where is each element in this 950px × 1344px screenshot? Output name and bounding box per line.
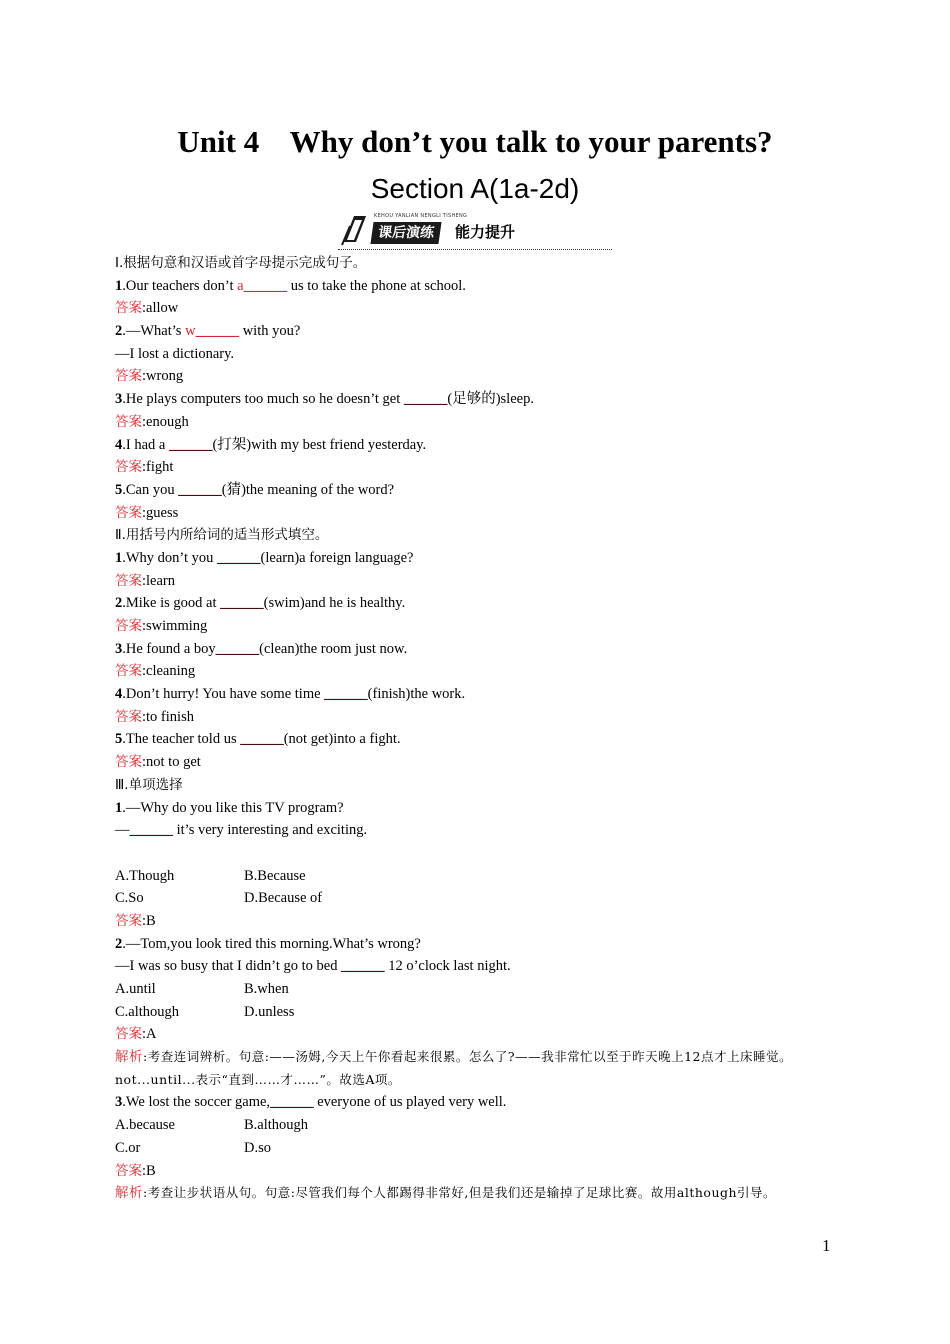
answer-blank: ______ (403, 391, 448, 408)
s3-q2-options-cd (115, 1001, 830, 1024)
answer-label: 答案 (115, 1162, 142, 1179)
question-text: .He found a boy (122, 640, 216, 657)
hint-letter: a (237, 277, 244, 294)
question-number: 1 (115, 277, 123, 294)
page-subtitle: Section A(1a-2d) (370, 173, 580, 204)
answer-label: 答案 (115, 912, 142, 929)
page-number: 1 (822, 1236, 831, 1255)
answer-label: 答案 (115, 618, 142, 634)
answer-label: 答案 (115, 708, 142, 725)
answer-text: :learn (142, 572, 176, 589)
s2-question-4 (115, 683, 830, 706)
banner-tag: 课后演练 (370, 222, 441, 244)
s3-q3-options-ab (115, 1114, 830, 1137)
question-number: 1 (115, 549, 123, 566)
s2-question-5 (115, 728, 830, 751)
s1-answer-3 (115, 411, 830, 434)
answer-label: 答案 (115, 504, 142, 521)
banner-text: 能力提升 (455, 223, 516, 241)
question-number: 1 (115, 799, 123, 816)
answer-label: 答案 (115, 368, 142, 385)
s2-answer-1 (115, 570, 830, 593)
question-number: 3 (115, 1094, 123, 1111)
option-d: D.so (244, 1139, 271, 1156)
answer-blank: ______ (195, 323, 240, 340)
spacer (115, 842, 830, 865)
s2-answer-5 (115, 751, 830, 774)
answer-blank: ______ (215, 640, 260, 657)
s3-answer-2 (115, 1023, 830, 1046)
question-number: 3 (115, 640, 123, 657)
analysis-label: 解析 (115, 1049, 143, 1066)
s1-question-1 (115, 275, 830, 298)
answer-text: :A (142, 1026, 157, 1043)
s2-question-2 (115, 592, 830, 615)
section-1-heading: Ⅰ.根据句意和汉语或首字母提示完成句子。 (115, 255, 367, 271)
s3-q1-options-cd (115, 887, 830, 910)
answer-blank: ______ (240, 731, 284, 748)
s3-question-2 (115, 933, 830, 956)
answer-label: 答案 (115, 459, 142, 476)
question-text: us to take the phone at school. (287, 277, 466, 294)
question-text: .The teacher told us (122, 731, 241, 748)
option-b: B.Because (244, 867, 306, 884)
section-banner (338, 210, 612, 250)
question-text: — (115, 822, 130, 839)
s1-question-5 (115, 479, 830, 502)
answer-blank: ______ (129, 822, 173, 839)
question-text: .Can you (122, 481, 179, 498)
answer-text: :B (142, 1162, 156, 1179)
s3-question-1-reply (115, 819, 830, 842)
answer-text: :enough (142, 413, 189, 430)
answer-label: 答案 (115, 300, 142, 317)
notebook-icon (340, 212, 370, 246)
question-text: (打架)with my best friend yesterday. (212, 436, 427, 453)
option-c: C.So (115, 890, 144, 907)
s2-answer-2 (115, 615, 830, 638)
analysis-label: 解析 (115, 1185, 143, 1202)
option-a: A.because (115, 1117, 175, 1134)
banner-divider (338, 249, 612, 250)
exercise-content (115, 252, 830, 1205)
answer-text: :swimming (142, 618, 208, 634)
analysis-text: :考查让步状语从句。句意:尽管我们每个人都踢得非常好,但是我们还是输掉了足球比赛。故用although引导。 (143, 1185, 777, 1201)
s2-question-3 (115, 638, 830, 661)
section-2-heading: Ⅱ.用括号内所给词的适当形式填空。 (115, 527, 329, 544)
s1-question-4 (115, 434, 830, 457)
s3-q1-options-ab (115, 865, 830, 888)
s1-question-2-reply: —I lost a dictionary. (115, 345, 235, 362)
answer-text: :guess (142, 504, 179, 521)
option-a: A.Though (115, 867, 175, 884)
s2-answer-4 (115, 706, 830, 729)
s1-question-2 (115, 320, 830, 343)
question-number: 2 (115, 595, 123, 612)
question-text: .Don’t hurry! You have some time (122, 686, 325, 703)
s3-analysis-2 (115, 1046, 830, 1091)
s1-question-3 (115, 388, 830, 411)
answer-blank: ______ (324, 686, 368, 703)
s3-question-1 (115, 797, 830, 820)
question-text: .Our teachers don’t (122, 277, 238, 294)
answer-label: 答案 (115, 754, 142, 771)
question-number: 4 (115, 686, 123, 703)
banner-pinyin: KEHOU YANLIAN NENGLI TISHENG (374, 213, 468, 219)
s3-q2-options-ab (115, 978, 830, 1001)
section-3-heading: Ⅲ.单项选择 (115, 776, 183, 793)
question-text: 12 o’clock last night. (384, 958, 511, 975)
question-text: .—Tom,you look tired this morning.What’s wrong? (122, 935, 421, 952)
s3-question-2-reply (115, 955, 830, 978)
answer-text: :cleaning (142, 663, 196, 680)
question-number: 5 (115, 731, 123, 748)
answer-text: :to finish (142, 708, 194, 725)
answer-label: 答案 (115, 1026, 142, 1043)
answer-label: 答案 (115, 413, 142, 430)
question-text: everyone of us played very well. (313, 1094, 507, 1111)
option-b: B.although (244, 1117, 309, 1134)
option-d: D.unless (244, 1003, 295, 1020)
s3-question-3 (115, 1091, 830, 1114)
question-text: (learn)a foreign language? (260, 549, 414, 566)
question-text: —I was so busy that I didn’t go to bed (115, 958, 342, 975)
question-number: 3 (115, 391, 123, 408)
question-number: 5 (115, 481, 123, 498)
question-text: with you? (239, 323, 301, 340)
answer-blank: ______ (168, 436, 213, 453)
answer-blank: ______ (220, 595, 264, 612)
question-text: (not get)into a fight. (283, 731, 401, 748)
page-title: Unit 4 Why don’t you talk to your parents? (177, 124, 773, 159)
question-text: it’s very interesting and exciting. (173, 822, 368, 839)
s2-answer-3 (115, 660, 830, 683)
question-text: .I had a (122, 436, 169, 453)
s3-q3-options-cd (115, 1137, 830, 1160)
hint-letter: w (185, 323, 196, 340)
question-text: (swim)and he is healthy. (263, 595, 406, 612)
answer-text: :allow (142, 300, 179, 317)
answer-blank: ______ (270, 1094, 314, 1111)
option-c: C.although (115, 1003, 180, 1020)
analysis-text: :考查连词辨析。句意:——汤姆,今天上午你看起来很累。怎么了?——我非常忙以至于昨天晚上12点才上床睡觉。not...until...表示“直到……才……”。故选A项。 (115, 1049, 793, 1087)
question-text: (足够的)sleep. (447, 391, 534, 408)
question-text: .—What’s (122, 323, 186, 340)
option-b: B.when (244, 981, 289, 997)
s3-answer-1 (115, 910, 830, 933)
question-number: 2 (115, 935, 123, 952)
option-d: D.Because of (244, 890, 323, 907)
question-text: .Why don’t you (122, 549, 218, 566)
question-number: 4 (115, 436, 123, 453)
question-text: (clean)the room just now. (259, 640, 408, 657)
question-text: .Mike is good at (122, 595, 221, 612)
answer-blank: ______ (243, 277, 288, 294)
option-c: C.or (115, 1139, 141, 1156)
question-text: .He plays computers too much so he doesn’t get (122, 391, 404, 408)
answer-text: :fight (142, 459, 174, 476)
s1-answer-1 (115, 297, 830, 320)
question-text: .We lost the soccer game, (122, 1094, 271, 1111)
s1-answer-4 (115, 456, 830, 479)
question-text: (finish)the work. (367, 686, 466, 703)
s1-answer-2 (115, 365, 830, 388)
answer-text: :not to get (142, 754, 201, 771)
answer-blank: ______ (178, 481, 222, 498)
answer-text: :B (142, 912, 156, 929)
answer-blank: ______ (217, 549, 261, 566)
question-text: .—Why do you like this TV program? (122, 799, 344, 816)
option-a: A.until (115, 981, 156, 997)
answer-text: :wrong (142, 368, 184, 385)
s1-answer-5 (115, 502, 830, 525)
s3-analysis-3 (115, 1182, 830, 1205)
question-text: (猜)the meaning of the word? (221, 481, 395, 498)
answer-label: 答案 (115, 572, 142, 589)
answer-label: 答案 (115, 663, 142, 680)
s2-question-1 (115, 547, 830, 570)
answer-blank: ______ (341, 958, 385, 975)
s3-answer-3 (115, 1160, 830, 1183)
question-number: 2 (115, 323, 123, 340)
